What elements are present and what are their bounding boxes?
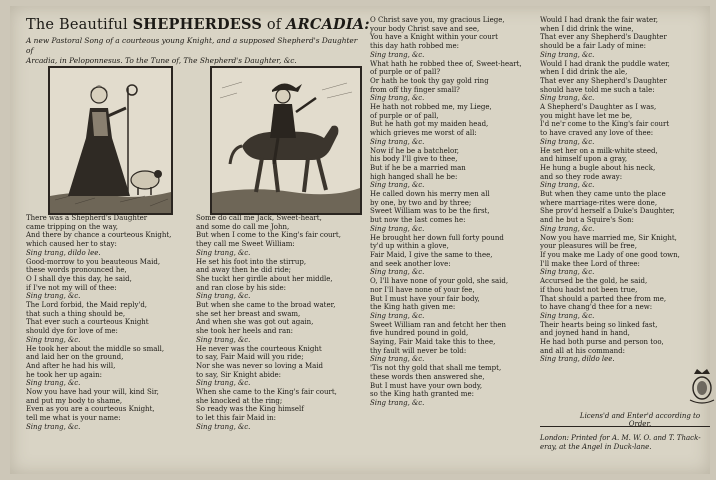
refrain-line: Sing trang, &c. (26, 292, 81, 301)
verse-line: by one, by two and by three; (370, 198, 472, 207)
refrain-line: Sing trang, &c. (370, 181, 425, 190)
verse-line: But he hath got my maiden head, (370, 120, 489, 129)
verse-line: your pleasures will be free, (540, 242, 637, 251)
verse-line: You have a Knight within your court (370, 33, 498, 42)
broadside-sheet (10, 6, 710, 474)
verse-line: and laid her on the ground, (26, 353, 124, 362)
verse-line: He called down his merry men all (370, 190, 490, 199)
verse-column-2 (196, 214, 366, 432)
verse-line: which grieves me worst of all: (370, 129, 477, 138)
verse-line: She tuckt her girdle about her middle, (196, 274, 333, 283)
verse-line: your body Christ save and see, (370, 24, 480, 33)
imprint-line: eray, at the Angel in Duck-lane. (540, 443, 652, 451)
verse-line: But if he be a married man (370, 163, 466, 172)
verse-line: 'Tis not thy gold that shall me tempt, (370, 364, 502, 373)
verse-line: He hath not robbed me, my Liege, (370, 103, 492, 112)
verse-line: O I shall dye this day, he said, (26, 274, 132, 283)
verse-column-1 (26, 214, 186, 432)
verse-line: should be a fair Lady of mine: (540, 42, 646, 51)
verse-line: But I must have your own body, (370, 381, 483, 390)
verse-line: He set her on a milk-white steed, (540, 146, 658, 155)
verse-line: to say, Fair Maid will you ride; (196, 353, 304, 362)
refrain-line: Sing trang, &c. (370, 137, 425, 146)
verse-line: when I did drink the ale, (540, 68, 628, 77)
refrain-line: Sing trang, &c. (196, 292, 251, 301)
verse-line: but now the last comes he: (370, 216, 466, 225)
verse-line: you might have let me be, (540, 111, 633, 120)
shepherdess-figure-illustration (50, 68, 171, 213)
verse-line: He set his foot into the stirrup, (196, 257, 307, 266)
verse-line: Accursed be the gold, he said, (540, 277, 648, 286)
verse-line: And when she was got out again, (196, 318, 314, 327)
refrain-line: Sing trang, &c. (196, 379, 251, 388)
verse-line: these words then answered she, (370, 372, 485, 381)
verse-line: Now you have married me, Sir Knight, (540, 233, 677, 242)
refrain-line: Sing trang, &c. (26, 335, 81, 344)
verse-line: Or hath he took thy gay gold ring (370, 76, 489, 85)
verse-line: Good-morrow to you beauteous Maid, (26, 257, 161, 266)
verse-line: He never was the courteous Knight (196, 344, 322, 353)
verse-line: And after he had his will, (26, 361, 116, 370)
verse-line: when I did drink the wine, (540, 24, 634, 33)
verse-line: and seek another love: (370, 259, 451, 268)
refrain-line: Sing trang, &c. (196, 335, 251, 344)
subtitle-line: A new Pastoral Song of a courteous young Knight, and a supposed Shepherd's Daughter of (26, 36, 358, 55)
shepherdess-woodcut (48, 66, 173, 215)
verse-line: I'd ne'r come to the King's fair court (540, 120, 670, 129)
refrain-line: Sing trang, &c. (540, 137, 595, 146)
verse-line: if thou hadst not been true, (540, 285, 638, 294)
refrain-line: Sing trang, &c. (540, 50, 595, 59)
refrain-line: Sing trang, &c. (370, 50, 425, 59)
verse-line: of purple or of pall? (370, 68, 441, 77)
verse-line: the King hath given me: (370, 303, 456, 312)
verse-line: came tripping on the way, (26, 222, 118, 231)
verse-line: A Shepherd's Daughter as I was, (540, 103, 657, 112)
licence-notice: Licens'd and Enter'd according to Order. (579, 412, 701, 428)
verse-line: Now if he be a batchelor, (370, 146, 460, 155)
royal-crest-emblem (687, 366, 716, 406)
verse-line: that such a thing should be, (26, 309, 126, 318)
verse-line: she knocked at the ring; (196, 396, 283, 405)
title-part-1: The Beautiful (26, 17, 133, 33)
verse-line: thy fault will never be told: (370, 346, 467, 355)
refrain-line: Sing trang, &c. (540, 181, 595, 190)
verse-line: tell me what is your name: (26, 414, 121, 423)
verse-line: O Christ save you, my gracious Liege, (370, 16, 505, 24)
verse-line: and he but a Squire's Son: (540, 216, 634, 225)
refrain-line: Sing trang, &c. (370, 355, 425, 364)
knight-on-horse-illustration (212, 68, 360, 213)
verse-line: ty'd up within a glove, (370, 242, 449, 251)
verse-line: She prov'd herself a Duke's Daughter, (540, 207, 675, 216)
verse-line: and himself upon a gray, (540, 155, 628, 164)
verse-line: Some do call me Jack, Sweet-heart, (196, 214, 322, 222)
verse-line: That should a parted thee from me, (540, 294, 667, 303)
verse-line: Would I had drank the fair water, (540, 16, 658, 24)
refrain-line: Sing trang, &c. (26, 379, 81, 388)
verse-line: But when she came to the broad water, (196, 301, 336, 310)
verse-line: should have told me such a tale: (540, 85, 655, 94)
verse-line: to have craved any love of thee: (540, 129, 654, 138)
verse-line: And there by chance a courteous Knight, (26, 231, 172, 240)
verse-line: five hundred pound in gold, (370, 329, 469, 338)
verse-line: she took her heels and ran: (196, 327, 294, 336)
refrain-line: Sing trang, &c. (540, 94, 595, 103)
ballad-subtitle (26, 36, 366, 66)
verse-line: and put my body to shame, (26, 396, 123, 405)
refrain-line: Sing trang, &c. (196, 248, 251, 257)
verse-line: That ever any Shepherd's Daughter (540, 76, 667, 85)
verse-line: nor I'll have none of your fee, (370, 285, 475, 294)
verse-line: Sweet William ran and fetcht her then (370, 320, 507, 329)
verse-line: He hung a bugle about his neck, (540, 163, 656, 172)
verse-line: and ran close by his side: (196, 283, 287, 292)
refrain-line: Sing trang, &c. (26, 422, 81, 431)
refrain-line: Sing trang, &c. (370, 311, 425, 320)
verse-line: which caused her to stay: (26, 240, 117, 249)
verse-line: I'll make thee Lord of three: (540, 259, 640, 268)
verse-line: But when I come to the King's fair court, (196, 231, 341, 240)
verse-line: Even as you are a courteous Knight, (26, 405, 155, 414)
ballad-title (26, 16, 370, 33)
verse-line: of purple or of pall, (370, 111, 439, 120)
refrain-line: Sing trang, dildo lee. (26, 248, 101, 257)
refrain-line: Sing trang, &c. (540, 268, 595, 277)
title-part-2: SHEPHERDESS (132, 16, 263, 33)
verse-line: When she came to the King's fair court, (196, 388, 337, 397)
verse-line: Nor she was never so loving a Maid (196, 361, 324, 370)
verse-line: He took her about the middle so small, (26, 344, 165, 353)
printer-imprint (540, 434, 710, 452)
verse-line: this day hath robbed me: (370, 42, 459, 51)
verse-line: and away then he did ride; (196, 266, 291, 275)
refrain-line: Sing trang, &c. (540, 224, 595, 233)
verse-line: high hanged shall he be: (370, 172, 458, 181)
verse-line: to have chang'd thee for a new: (540, 303, 653, 312)
verse-line: to say, Sir Knight abide: (196, 370, 281, 379)
verse-line: and so they rode away: (540, 172, 623, 181)
verse-line: He had both purse and person too, (540, 338, 664, 347)
refrain-line: Sing trang, dildo lee. (540, 355, 615, 364)
verse-line: Fair Maid, I give the same to thee, (370, 250, 493, 259)
verse-line: If you make me Lady of one good town, (540, 250, 680, 259)
verse-line: she set her breast and swam, (196, 309, 301, 318)
verse-line: So ready was the King himself (196, 405, 304, 414)
title-part-4: ARCADIA: (286, 16, 370, 33)
verse-line: What hath he robbed thee of, Sweet-heart, (370, 59, 522, 68)
verse-line: Sweet William was to be the first, (370, 207, 490, 216)
verse-line: O, I'll have none of your gold, she said, (370, 277, 509, 286)
verse-line: and joyned hand in hand, (540, 329, 630, 338)
verse-line: should dye for love of me: (26, 327, 118, 336)
refrain-line: Sing trang, &c. (370, 398, 425, 407)
verse-line: That ever such a courteous Knight (26, 318, 149, 327)
verse-line: these words pronounced he, (26, 266, 127, 275)
verse-line: they call me Sweet William: (196, 240, 295, 249)
verse-line: Would I had drank the puddle water, (540, 59, 670, 68)
verse-line: There was a Shepherd's Daughter (26, 214, 148, 222)
verse-line: and some do call me John, (196, 222, 290, 231)
verse-column-3 (370, 16, 535, 408)
verse-line: if I've not my will of thee: (26, 283, 117, 292)
refrain-line: Sing trang, &c. (370, 94, 425, 103)
verse-line: But when they came unto the place (540, 190, 666, 199)
refrain-line: Sing trang, &c. (370, 224, 425, 233)
verse-line: so the King hath granted me: (370, 390, 474, 399)
divider-rule (540, 426, 710, 427)
imprint-line: London: Printed for A. M. W. O. and T. Thack- (540, 434, 701, 442)
title-part-3: of (262, 17, 287, 33)
refrain-line: Sing trang, &c. (370, 268, 425, 277)
verse-line: Now you have had your will, kind Sir, (26, 388, 159, 397)
verse-line: from off thy finger small? (370, 85, 460, 94)
verse-line: where marriage-rites were done, (540, 198, 658, 207)
verse-line: to let this fair Maid in: (196, 414, 277, 423)
verse-line: and all at his command: (540, 346, 625, 355)
refrain-line: Sing trang, &c. (540, 311, 595, 320)
verse-line: The Lord forbid, the Maid reply'd, (26, 301, 148, 310)
verse-line: But I must have your fair body, (370, 294, 480, 303)
knight-woodcut (210, 66, 362, 215)
subtitle-line: Arcadia, in Peloponnesus. To the Tune of, The Shepherd's Daughter, &c. (26, 56, 297, 65)
verse-line: his body I'll give to thee, (370, 155, 458, 164)
verse-line: Saying, Fair Maid take this to thee, (370, 338, 496, 347)
verse-line: he took her up again: (26, 370, 102, 379)
verse-column-4 (540, 16, 710, 364)
refrain-line: Sing trang, &c. (196, 422, 251, 431)
verse-line: That ever any Shepherd's Daughter (540, 33, 667, 42)
verse-line: He brought her down full forty pound (370, 233, 504, 242)
verse-line: Their hearts being so linked fast, (540, 320, 658, 329)
